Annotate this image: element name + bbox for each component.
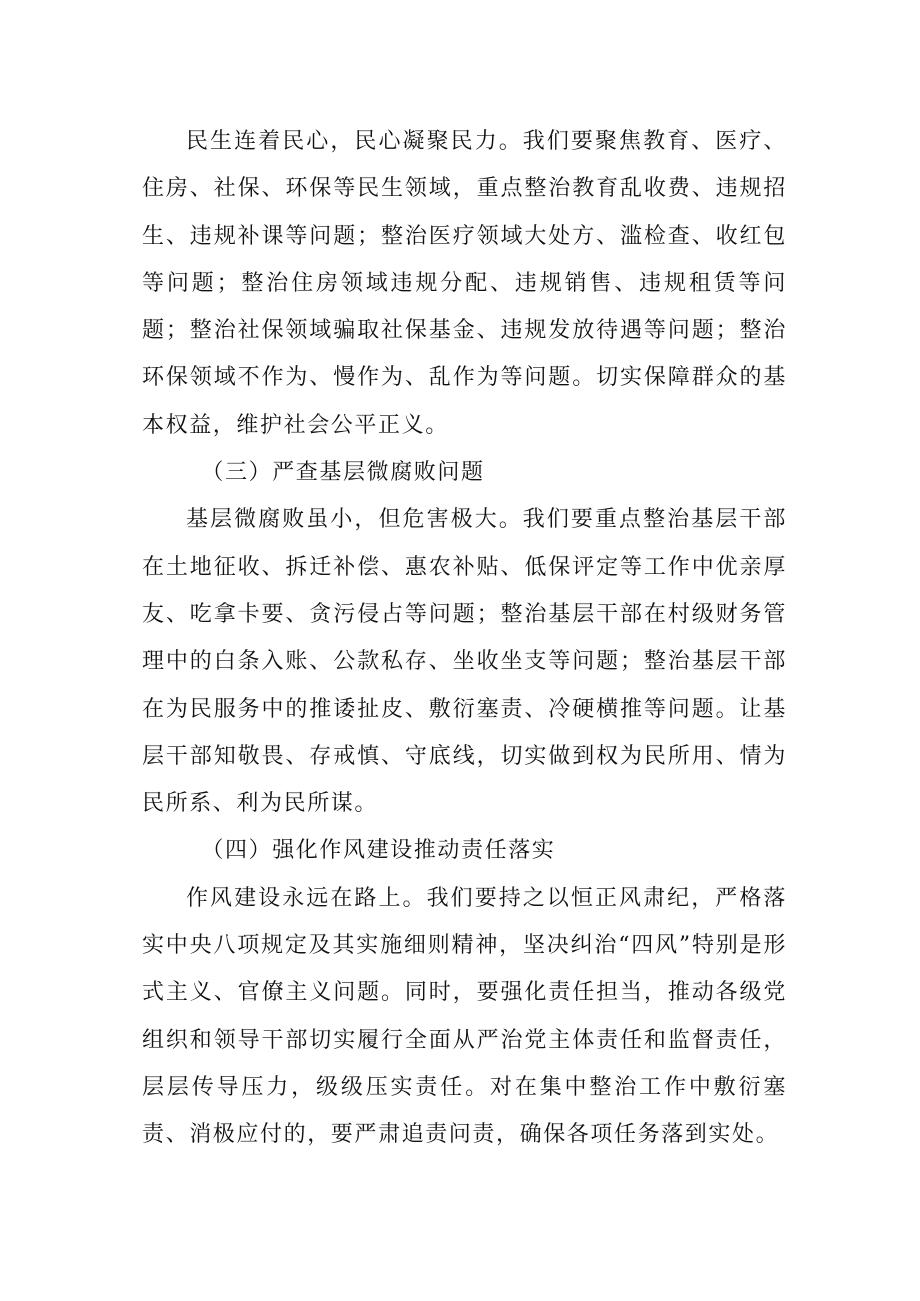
paragraph-livelihood: 民生连着民心，民心凝聚民力。我们要聚焦教育、医疗、住房、社保、环保等民生领域，重点整治教育乱收费、违规招生、违规补课等问题；整治医疗领域大处方、滥检查、收红包等问题；整治住房领域违规分配、违规销售、违规租赁等问题；整治社保领域骗取社保基金、违规发放待遇等问题；整治环保领域不作为、慢作为、乱作为等问题。切实保障群众的基本权益，维护社会公平正义。 — [142, 129, 787, 438]
section-heading-four: （四）强化作风建设推动责任落实 — [201, 838, 556, 864]
section-heading-three: （三）严查基层微腐败问题 — [201, 460, 485, 486]
paragraph-grassroots-corruption: 基层微腐败虽小，但危害极大。我们要重点整治基层干部在土地征收、拆迁补偿、惠农补贴、低保评定等工作中优亲厚友、吃拿卡要、贪污侵占等问题；整治基层干部在村级财务管理中的白条入账、公款私存、坐收坐支等问题；整治基层干部在为民服务中的推诿扯皮、敷衍塞责、冷硬横推等问题。让基层干部知敬畏、存戒慎、守底线，切实做到权为民所用、情为民所系、利为民所谋。 — [142, 507, 787, 817]
paragraph-work-style: 作风建设永远在路上。我们要持之以恒正风肃纪，严格落实中央八项规定及其实施细则精神，坚决纠治“四风”特别是形式主义、官僚主义问题。同时，要强化责任担当，推动各级党组织和领导干部切实履行全面从严治党主体责任和监督责任，层层传导压力，级级压实责任。对在集中整治工作中敷衍塞责、消极应付的，要严肃追责问责，确保各项任务落到实处。 — [142, 885, 787, 1148]
document-body — [142, 118, 787, 1159]
